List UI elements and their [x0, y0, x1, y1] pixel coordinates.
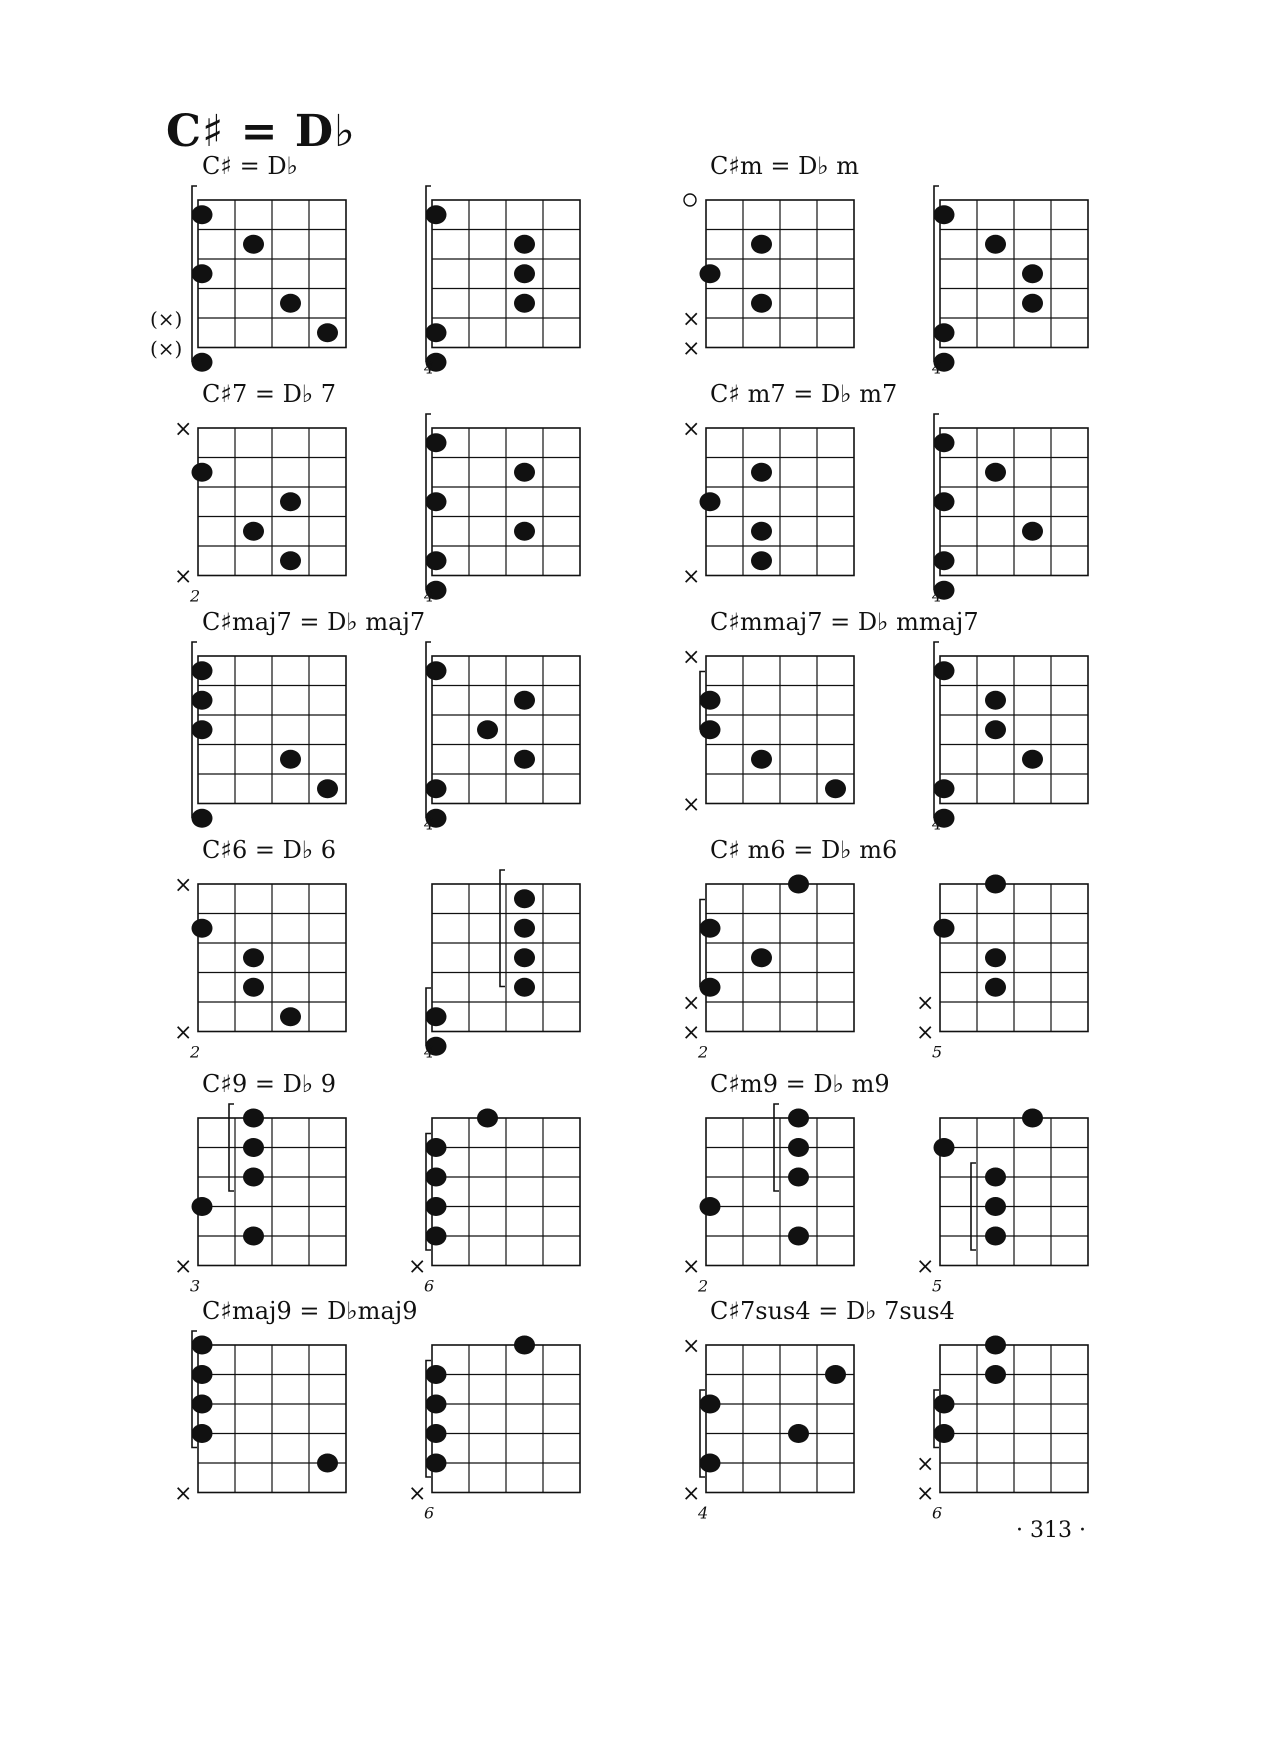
- finger-dot: [825, 1365, 846, 1384]
- finger-dot: [426, 1227, 447, 1246]
- finger-dot: [751, 948, 772, 967]
- finger-dot: [426, 661, 447, 680]
- mute-mark: ×: [682, 1334, 701, 1359]
- finger-dot: [934, 205, 955, 224]
- finger-dot: [317, 323, 338, 342]
- chord-diagram: [636, 1315, 876, 1525]
- fret-number: 4: [424, 358, 435, 378]
- chord-diagram: [128, 854, 368, 1064]
- finger-dot: [426, 1454, 447, 1473]
- chord-diagram: [362, 398, 602, 608]
- finger-dot: [192, 1395, 213, 1414]
- fret-number: 4: [424, 586, 435, 606]
- chord-diagram: [636, 170, 876, 380]
- finger-dot: [985, 1336, 1006, 1355]
- finger-dot: [426, 1365, 447, 1384]
- finger-dot: [751, 522, 772, 541]
- finger-dot: [985, 463, 1006, 482]
- finger-dot: [192, 691, 213, 710]
- finger-dot: [751, 463, 772, 482]
- barre-bracket: [500, 870, 505, 987]
- finger-dot: [514, 948, 535, 967]
- finger-dot: [700, 1395, 721, 1414]
- finger-dot: [317, 1454, 338, 1473]
- fret-number: 2: [190, 586, 201, 606]
- finger-dot: [700, 264, 721, 283]
- fret-number: 4: [932, 814, 943, 834]
- finger-dot: [192, 720, 213, 739]
- mute-mark: ×: [174, 564, 193, 590]
- mute-mark: ×: [682, 645, 701, 670]
- finger-dot: [934, 779, 955, 798]
- finger-dot: [426, 323, 447, 342]
- finger-dot: [934, 433, 955, 452]
- finger-dot: [426, 1395, 447, 1414]
- fret-number: 5: [932, 1276, 943, 1296]
- finger-dot: [426, 433, 447, 452]
- mute-mark-paren: (×): [150, 307, 183, 331]
- chord-name: C♯m = D♭ m: [710, 152, 860, 180]
- finger-dot: [192, 809, 213, 828]
- chord-name: C♯maj7 = D♭ maj7: [202, 608, 426, 636]
- finger-dot: [934, 551, 955, 570]
- mute-mark: ×: [916, 1020, 935, 1046]
- finger-dot: [934, 492, 955, 511]
- finger-dot: [985, 948, 1006, 967]
- finger-dot: [192, 1197, 213, 1216]
- finger-dot: [985, 978, 1006, 997]
- finger-dot: [280, 294, 301, 313]
- chord-name: C♯9 = D♭ 9: [202, 1070, 337, 1098]
- mute-mark: ×: [916, 1452, 935, 1477]
- finger-dot: [192, 1336, 213, 1355]
- finger-dot: [934, 919, 955, 938]
- finger-dot: [243, 522, 264, 541]
- mute-mark: ×: [174, 417, 193, 442]
- finger-dot: [934, 1424, 955, 1443]
- finger-dot: [192, 264, 213, 283]
- finger-dot: [243, 948, 264, 967]
- finger-dot: [985, 1365, 1006, 1384]
- finger-dot: [788, 1168, 809, 1187]
- finger-dot: [514, 264, 535, 283]
- fret-number: 6: [424, 1503, 435, 1523]
- finger-dot: [934, 1395, 955, 1414]
- fret-number: 6: [932, 1503, 943, 1523]
- finger-dot: [426, 1138, 447, 1157]
- finger-dot: [751, 551, 772, 570]
- finger-dot: [1022, 1109, 1043, 1128]
- chord-diagram: [636, 626, 876, 836]
- finger-dot: [243, 1138, 264, 1157]
- finger-dot: [1022, 522, 1043, 541]
- finger-dot: [788, 1424, 809, 1443]
- finger-dot: [514, 919, 535, 938]
- finger-dot: [788, 875, 809, 894]
- finger-dot: [243, 1168, 264, 1187]
- finger-dot: [192, 1424, 213, 1443]
- fret-number: 4: [424, 814, 435, 834]
- mute-mark: ×: [682, 336, 701, 362]
- finger-dot: [788, 1138, 809, 1157]
- mute-mark: ×: [682, 991, 701, 1016]
- finger-dot: [514, 978, 535, 997]
- mute-mark: ×: [174, 1254, 193, 1280]
- chord-name: C♯7sus4 = D♭ 7sus4: [710, 1297, 955, 1325]
- chord-diagram: [870, 398, 1110, 608]
- mute-mark: ×: [682, 564, 701, 590]
- chord-diagram: [128, 1315, 368, 1525]
- finger-dot: [243, 235, 264, 254]
- mute-mark: ×: [682, 307, 701, 332]
- finger-dot: [192, 353, 213, 372]
- finger-dot: [985, 1168, 1006, 1187]
- fret-number: 2: [698, 1276, 709, 1296]
- finger-dot: [426, 1007, 447, 1026]
- page-number: · 313 ·: [1016, 1518, 1086, 1543]
- finger-dot: [477, 1109, 498, 1128]
- finger-dot: [192, 661, 213, 680]
- chord-name: C♯mmaj7 = D♭ mmaj7: [710, 608, 979, 636]
- finger-dot: [243, 1109, 264, 1128]
- finger-dot: [243, 1227, 264, 1246]
- mute-mark: ×: [682, 417, 701, 442]
- mute-mark: ×: [682, 1020, 701, 1046]
- open-string-mark: [684, 194, 696, 206]
- fret-number: 4: [698, 1503, 709, 1523]
- finger-dot: [317, 779, 338, 798]
- fret-number: 6: [424, 1276, 435, 1296]
- chord-diagram: [636, 1088, 876, 1298]
- finger-dot: [985, 691, 1006, 710]
- finger-dot: [280, 492, 301, 511]
- finger-dot: [751, 750, 772, 769]
- finger-dot: [700, 720, 721, 739]
- chord-name: C♯ m6 = D♭ m6: [710, 836, 898, 864]
- finger-dot: [477, 720, 498, 739]
- finger-dot: [243, 978, 264, 997]
- chord-name: C♯m9 = D♭ m9: [710, 1070, 890, 1098]
- mute-mark: ×: [682, 1481, 701, 1507]
- fret-number: 2: [698, 1042, 709, 1062]
- finger-dot: [700, 1197, 721, 1216]
- finger-dot: [700, 1454, 721, 1473]
- finger-dot: [788, 1109, 809, 1128]
- chord-diagram: [362, 626, 602, 836]
- finger-dot: [426, 779, 447, 798]
- finger-dot: [985, 875, 1006, 894]
- finger-dot: [934, 323, 955, 342]
- mute-mark: ×: [916, 1254, 935, 1280]
- finger-dot: [751, 235, 772, 254]
- finger-dot: [700, 492, 721, 511]
- mute-mark: ×: [408, 1254, 427, 1280]
- chord-diagram: [870, 626, 1110, 836]
- finger-dot: [700, 919, 721, 938]
- chord-name: C♯6 = D♭ 6: [202, 836, 337, 864]
- finger-dot: [280, 1007, 301, 1026]
- mute-mark: ×: [174, 1481, 193, 1507]
- finger-dot: [514, 691, 535, 710]
- finger-dot: [934, 1138, 955, 1157]
- fret-number: 4: [424, 1042, 435, 1062]
- chord-diagram: [870, 1088, 1110, 1298]
- page-title: C♯ = D♭: [166, 106, 356, 157]
- finger-dot: [514, 750, 535, 769]
- chord-name: C♯maj9 = D♭maj9: [202, 1297, 418, 1325]
- finger-dot: [280, 750, 301, 769]
- finger-dot: [514, 235, 535, 254]
- chord-diagram: [870, 170, 1110, 380]
- mute-mark: ×: [174, 1020, 193, 1046]
- chord-diagram: [362, 1088, 602, 1298]
- finger-dot: [192, 1365, 213, 1384]
- chord-diagram: [362, 170, 602, 380]
- finger-dot: [985, 235, 1006, 254]
- chord-name: C♯ = D♭: [202, 152, 298, 180]
- finger-dot: [514, 463, 535, 482]
- finger-dot: [985, 1197, 1006, 1216]
- fret-number: 5: [932, 1042, 943, 1062]
- finger-dot: [192, 919, 213, 938]
- finger-dot: [514, 889, 535, 908]
- finger-dot: [700, 978, 721, 997]
- finger-dot: [751, 294, 772, 313]
- finger-dot: [426, 205, 447, 224]
- chord-diagram: [362, 854, 602, 1064]
- finger-dot: [934, 661, 955, 680]
- chord-diagram: [128, 398, 368, 608]
- chord-name: C♯7 = D♭ 7: [202, 380, 337, 408]
- chord-diagram: [362, 1315, 602, 1525]
- finger-dot: [426, 1168, 447, 1187]
- finger-dot: [514, 294, 535, 313]
- finger-dot: [514, 522, 535, 541]
- finger-dot: [700, 691, 721, 710]
- finger-dot: [788, 1227, 809, 1246]
- chord-name: C♯ m7 = D♭ m7: [710, 380, 898, 408]
- finger-dot: [825, 779, 846, 798]
- finger-dot: [280, 551, 301, 570]
- finger-dot: [426, 551, 447, 570]
- mute-mark-paren: (×): [150, 336, 183, 361]
- fret-number: 2: [190, 1042, 201, 1062]
- finger-dot: [426, 1197, 447, 1216]
- mute-mark: ×: [408, 1481, 427, 1507]
- finger-dot: [192, 463, 213, 482]
- chord-diagram: [636, 854, 876, 1064]
- fret-number: 3: [190, 1276, 201, 1296]
- mute-mark: ×: [682, 1254, 701, 1280]
- finger-dot: [514, 1336, 535, 1355]
- chord-diagram: [128, 1088, 368, 1298]
- mute-mark: ×: [916, 1481, 935, 1507]
- finger-dot: [1022, 294, 1043, 313]
- finger-dot: [192, 205, 213, 224]
- mute-mark: ×: [682, 792, 701, 818]
- finger-dot: [985, 720, 1006, 739]
- chord-diagram: [870, 854, 1110, 1064]
- fret-number: 4: [932, 358, 943, 378]
- chord-diagram: [870, 1315, 1110, 1525]
- finger-dot: [426, 1424, 447, 1443]
- mute-mark: ×: [916, 991, 935, 1016]
- chord-diagram: [636, 398, 876, 608]
- fret-number: 4: [932, 586, 943, 606]
- barre-bracket: [700, 900, 705, 987]
- finger-dot: [1022, 750, 1043, 769]
- mute-mark: ×: [174, 873, 193, 898]
- finger-dot: [426, 492, 447, 511]
- finger-dot: [1022, 264, 1043, 283]
- finger-dot: [985, 1227, 1006, 1246]
- chord-diagram: [128, 170, 368, 380]
- chord-diagram: [128, 626, 368, 836]
